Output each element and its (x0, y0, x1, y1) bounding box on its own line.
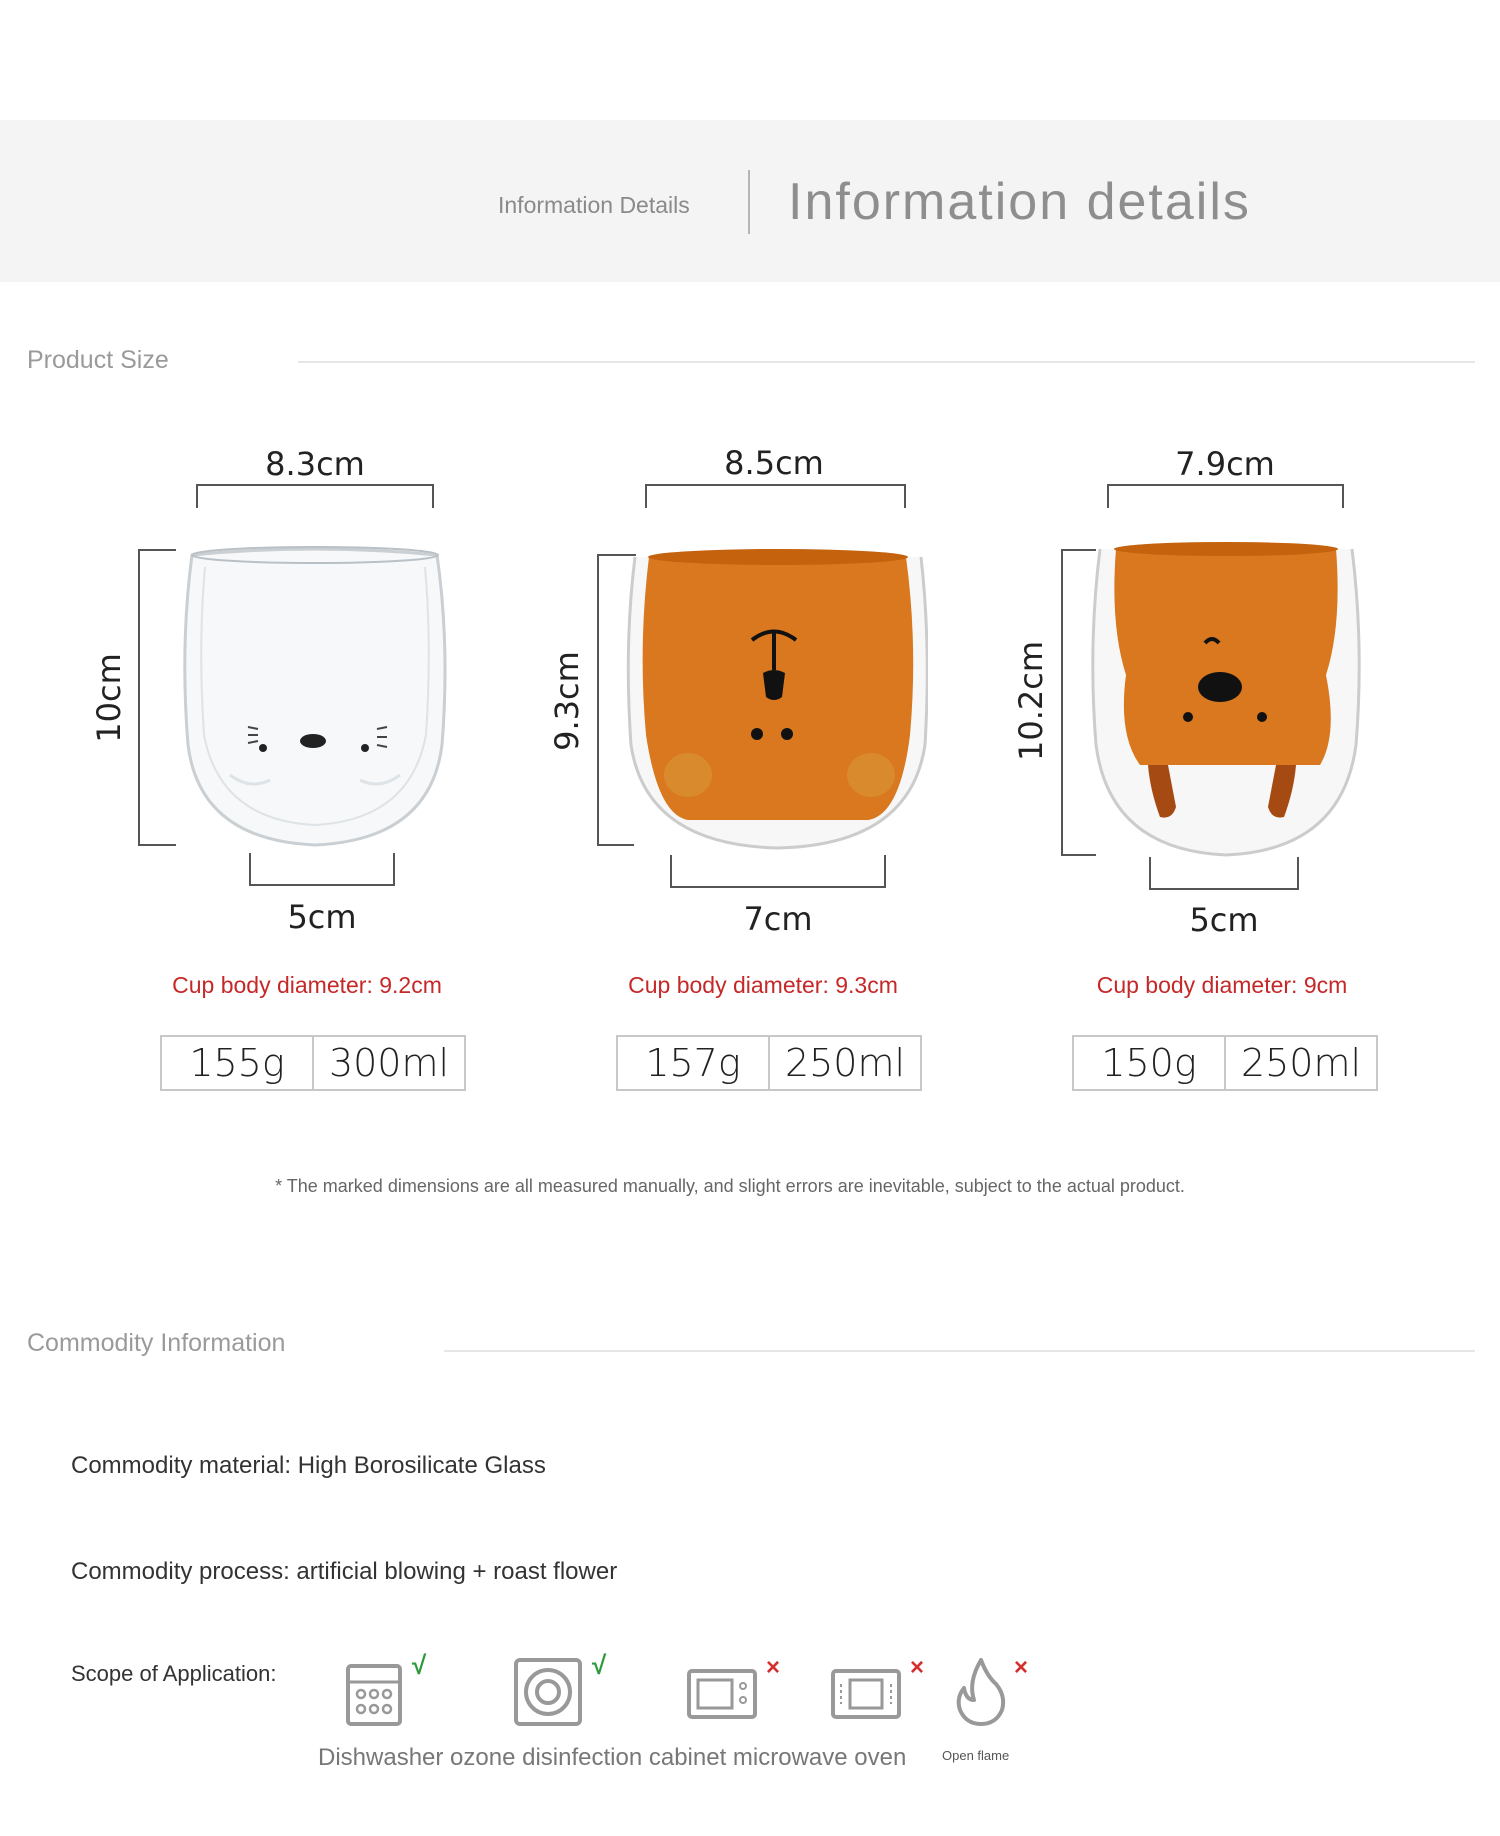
flame-no-mark: × (1014, 1654, 1029, 1681)
oven-icon (830, 1668, 902, 1720)
cup1-weight: 155g (189, 1041, 285, 1085)
cup3-spec-table (1072, 1035, 1378, 1091)
oven-no-mark: × (910, 1654, 925, 1681)
commodity-title: Commodity Information (27, 1329, 286, 1357)
header-small-title: Information Details (498, 192, 690, 218)
cup2-top-width: 8.5cm (724, 445, 824, 482)
header-big-title: Information details (788, 173, 1251, 231)
cup1-top-width: 8.3cm (265, 445, 365, 483)
commodity-process: Commodity process: artificial blowing + roast flower (71, 1558, 618, 1585)
flame-icon (952, 1656, 1010, 1728)
disinfection-ok-mark: √ (592, 1650, 607, 1680)
cup2-weight: 157g (645, 1041, 741, 1085)
cup-diagram-bear (538, 445, 928, 945)
microwave-no-mark: × (766, 1654, 781, 1681)
cup3-top-width: 7.9cm (1175, 445, 1275, 483)
microwave-icon (686, 1668, 758, 1720)
cup2-diameter: Cup body diameter: 9.3cm (628, 972, 898, 998)
cup3-volume: 250ml (1224, 1037, 1376, 1089)
disinfection-cabinet-icon (512, 1656, 584, 1728)
product-size-title: Product Size (27, 346, 169, 374)
cup3-weight: 150g (1101, 1041, 1197, 1085)
header-banner (0, 120, 1500, 282)
cup1-height: 10cm (90, 653, 128, 743)
cup1-bottom-width: 5cm (287, 898, 357, 936)
usage-labels: Dishwasher ozone disinfection cabinet microwave oven (318, 1744, 907, 1771)
open-flame-label: Open flame (942, 1748, 1010, 1763)
dishwasher-icon (344, 1660, 404, 1728)
section-divider (444, 1350, 1475, 1352)
cup2-height: 9.3cm (548, 651, 586, 751)
dishwasher-ok-mark: √ (412, 1650, 427, 1680)
cup2-spec-table (616, 1035, 922, 1091)
header-divider (748, 170, 750, 234)
cup1-spec-table (160, 1035, 466, 1091)
cup-diagram-cat (80, 445, 470, 945)
cup3-bottom-width: 5cm (1189, 901, 1259, 939)
cup2-bottom-width: 7cm (743, 900, 813, 938)
measurement-note: * The marked dimensions are all measured manually, and slight errors are inevitable, subject to the actual product. (275, 1176, 1185, 1196)
cup-diagram-pig (1000, 445, 1390, 945)
cup1-diameter: Cup body diameter: 9.2cm (172, 972, 442, 998)
cup3-diameter: Cup body diameter: 9cm (1096, 972, 1348, 998)
commodity-material: Commodity material: High Borosilicate Glass (71, 1452, 546, 1479)
cup3-height: 10.2cm (1012, 640, 1050, 762)
cup2-volume: 250ml (768, 1037, 920, 1089)
scope-label: Scope of Application: (71, 1661, 277, 1686)
section-divider (298, 361, 1475, 363)
cup1-volume: 300ml (312, 1037, 464, 1089)
